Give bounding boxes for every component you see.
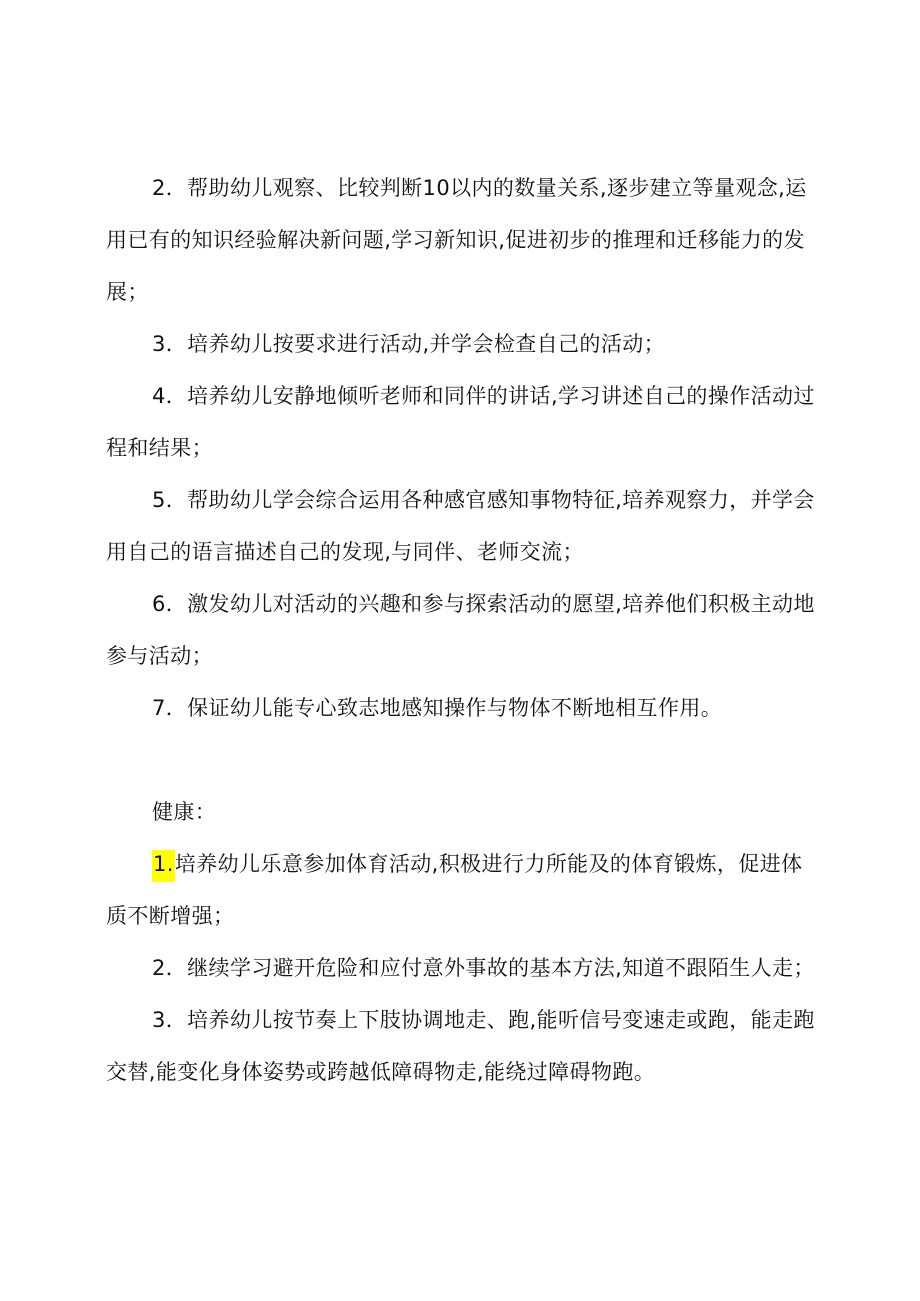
- list-item-5: 5．帮助幼儿学会综合运用各种感官感知事物特征,培养观察力，并学会用自己的语言描述自己的发现,与同伴、老师交流；: [106, 488, 815, 564]
- list-item-4: 4．培养幼儿安静地倾听老师和同伴的讲话,学习讲述自己的操作活动过程和结果；: [106, 384, 815, 460]
- health-list-item-1-text: 培养幼儿乐意参加体育活动,积极进行力所能及的体育锻炼，促进体质不断增强；: [106, 852, 803, 928]
- document-body: [106, 162, 816, 1098]
- health-list-item-1: [106, 838, 816, 942]
- health-list-item-3: 3．培养幼儿按节奏上下肢协调地走、跑,能听信号变速走或跑，能走跑交替,能变化身体姿势或跨越低障碍物走,能绕过障碍物跑。: [106, 1008, 815, 1084]
- list-item-7: 7．保证幼儿能专心致志地感知操作与物体不断地相互作用。: [152, 696, 723, 720]
- section-heading-health: 健康：: [152, 800, 217, 824]
- health-list-item-2: 2．继续学习避开危险和应付意外事故的基本方法,知道不跟陌生人走；: [152, 956, 815, 980]
- highlighted-list-marker: 1.: [152, 850, 175, 882]
- list-item-6: 6．激发幼儿对活动的兴趣和参与探索活动的愿望,培养他们积极主动地参与活动；: [106, 592, 815, 668]
- list-item-3: 3．培养幼儿按要求进行活动,并学会检查自己的活动；: [152, 332, 666, 356]
- list-item-2: 2．帮助幼儿观察、比较判断10以内的数量关系,逐步建立等量观念,运用已有的知识经验解决新问题,学习新知识,促进初步的推理和迁移能力的发展；: [106, 176, 807, 304]
